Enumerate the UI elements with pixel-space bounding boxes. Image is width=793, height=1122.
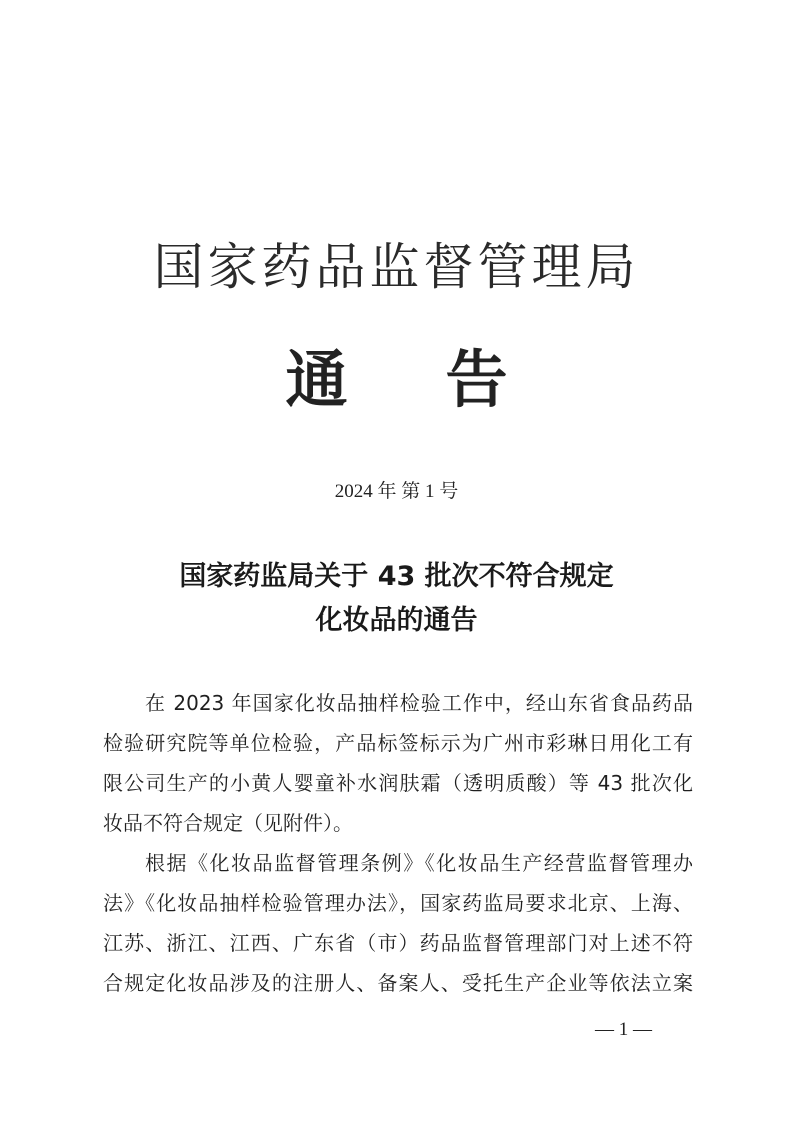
paragraph-1-line-2: 检验研究院等单位检验，产品标签标示为广州市彩琳日用化工有 [103,731,693,755]
document-number: 2024 年 第 1 号 [334,481,459,502]
paragraph-2-line-1: 根据《化妆品监督管理条例》《化妆品生产经营监督管理办 [145,851,693,875]
paragraph-1-line-4: 妆品不符合规定（见附件）。 [103,811,353,835]
notice-heading [0,340,793,420]
page-number: — 1 — [595,1019,652,1040]
agency-name: 国家药品监督管理局 [153,238,640,296]
notice-char-2: 告 [445,343,508,416]
document-title [0,555,793,643]
paragraph-2-line-4: 合规定化妆品涉及的注册人、备案人、受托生产企业等依法立案 [103,971,693,995]
paragraph-2 [103,843,693,1003]
document-title-line-1: 国家药监局关于 43 批次不符合规定 [179,561,614,592]
body-text [103,683,693,1003]
notice-char-1: 通 [285,343,348,416]
paragraph-2-line-3: 江苏、浙江、江西、广东省（市）药品监督管理部门对上述不符 [103,931,693,955]
paragraph-1-line-3: 限公司生产的小黄人婴童补水润肤霜（透明质酸）等 43 批次化 [103,771,693,795]
paragraph-2-line-2: 法》《化妆品抽样检验管理办法》，国家药监局要求北京、上海、 [103,891,693,915]
paragraph-1 [103,683,693,843]
document-title-line-2: 化妆品的通告 [315,605,478,636]
paragraph-1-line-1: 在 2023 年国家化妆品抽样检验工作中，经山东省食品药品 [145,691,693,715]
